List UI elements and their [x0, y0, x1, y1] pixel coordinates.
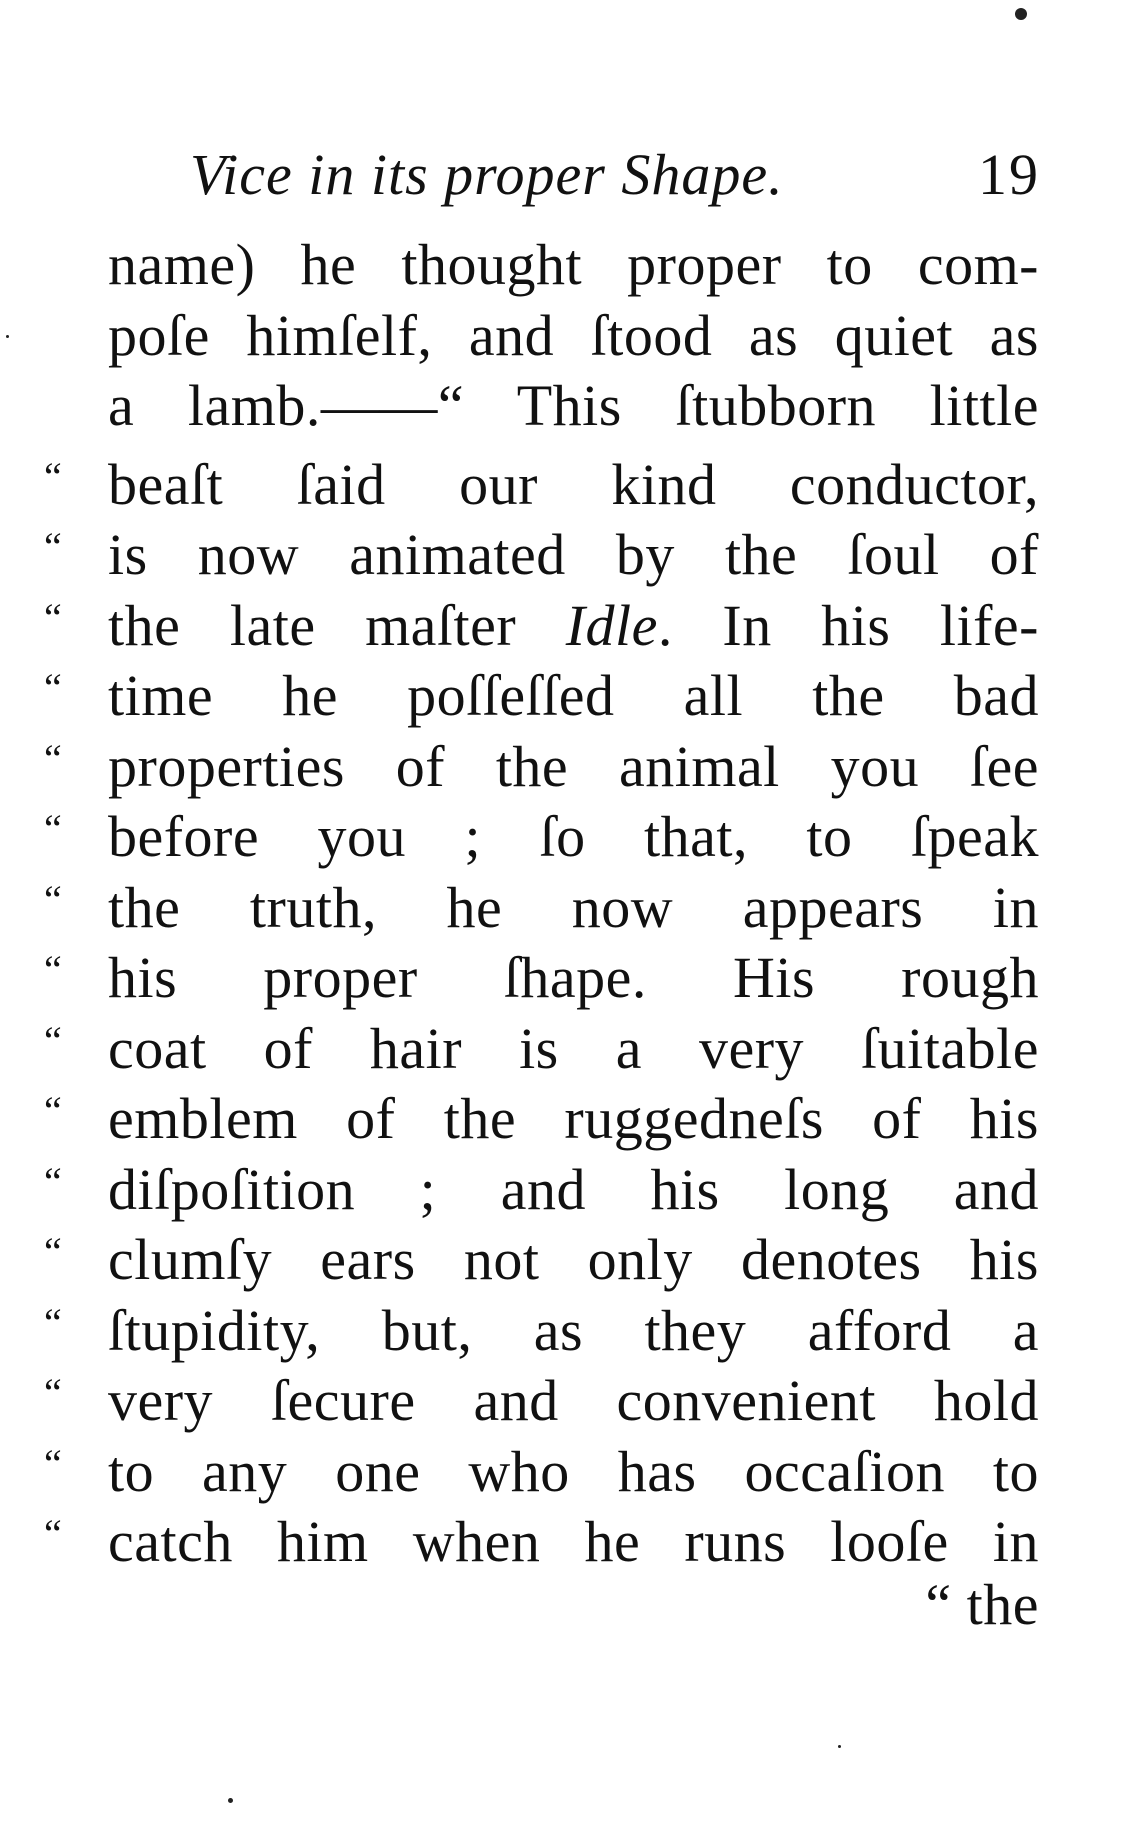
quote-mark: “	[44, 1370, 63, 1415]
text-line	[44, 794, 1039, 869]
quote-mark: “	[44, 1229, 63, 1274]
quote-mark: “	[44, 1088, 63, 1133]
quote-mark: “	[44, 735, 63, 781]
line-text: poſe himſelf, and ſtood as quiet as	[108, 302, 1039, 368]
quote-mark: “	[44, 876, 63, 922]
page-header	[190, 140, 1040, 210]
catchword: “ the	[925, 1571, 1039, 1637]
quote-mark: “	[44, 806, 63, 851]
line-text: beaſt ſaid our kind conductor,	[108, 451, 1039, 517]
scan-speck	[1015, 8, 1027, 20]
text-line	[44, 442, 1039, 517]
quote-mark: “	[44, 1299, 63, 1345]
body-text	[44, 230, 1039, 1640]
line-text: name) he thought proper to com-	[108, 232, 1039, 297]
text-line	[44, 230, 1039, 301]
line-text: the late maſter	[108, 592, 566, 658]
line-text: before you ; ſo that, to ſpeak	[108, 804, 1039, 869]
line-text: catch him when he runs looſe in	[108, 1509, 1039, 1574]
text-line	[44, 1217, 1039, 1292]
quote-mark: “	[44, 1017, 63, 1063]
scan-speck	[6, 335, 9, 338]
line-text: a lamb.——“ This ſtubborn little	[108, 373, 1039, 438]
quote-mark: “	[44, 1511, 63, 1556]
line-text: clumſy ears not only denotes his	[108, 1227, 1039, 1292]
text-line	[44, 1429, 1039, 1504]
running-title: Vice in its proper Shape.	[190, 142, 784, 207]
quote-mark: “	[44, 665, 63, 710]
line-text: to any one who has occaſion to	[108, 1438, 1039, 1504]
text-line	[44, 1006, 1039, 1081]
line-text: emblem of the ruggedneſs of his	[108, 1086, 1039, 1151]
line-text: the truth, he now appears in	[108, 874, 1039, 940]
text-line	[44, 865, 1039, 940]
text-line	[44, 583, 1039, 658]
text-line	[44, 935, 1039, 1010]
text-line	[44, 1358, 1039, 1433]
text-line	[44, 512, 1039, 587]
text-line	[44, 1147, 1039, 1222]
line-text: ſtupidity, but, as they afford a	[108, 1297, 1039, 1363]
text-line	[44, 1499, 1039, 1574]
page-number: 19	[978, 142, 1040, 207]
line-italic: Idle	[565, 592, 658, 658]
line-text: is now animated by the ſoul of	[108, 522, 1039, 587]
text-line	[44, 301, 1039, 372]
quote-mark: “	[44, 1440, 63, 1486]
line-text: diſpoſition ; and his long and	[108, 1156, 1039, 1222]
text-line	[44, 371, 1039, 442]
line-text: time he poſſeſſed all the bad	[108, 663, 1039, 728]
line-text: coat of hair is a very ſuitable	[108, 1015, 1039, 1081]
line-text: his proper ſhape. His rough	[108, 945, 1039, 1010]
quote-mark: “	[44, 1158, 63, 1204]
line-text-after: . In his life-	[657, 592, 1039, 658]
text-line	[44, 1288, 1039, 1363]
quote-mark: “	[44, 594, 63, 640]
quote-mark: “	[44, 453, 63, 499]
text-line	[44, 724, 1039, 799]
scan-speck	[228, 1798, 233, 1803]
quote-mark: “	[44, 947, 63, 992]
quote-mark: “	[44, 524, 63, 569]
line-text: properties of the animal you ſee	[108, 733, 1039, 799]
text-line	[44, 653, 1039, 728]
line-text: very ſecure and convenient hold	[108, 1368, 1039, 1433]
scan-speck	[838, 1745, 841, 1748]
text-line	[44, 1076, 1039, 1151]
